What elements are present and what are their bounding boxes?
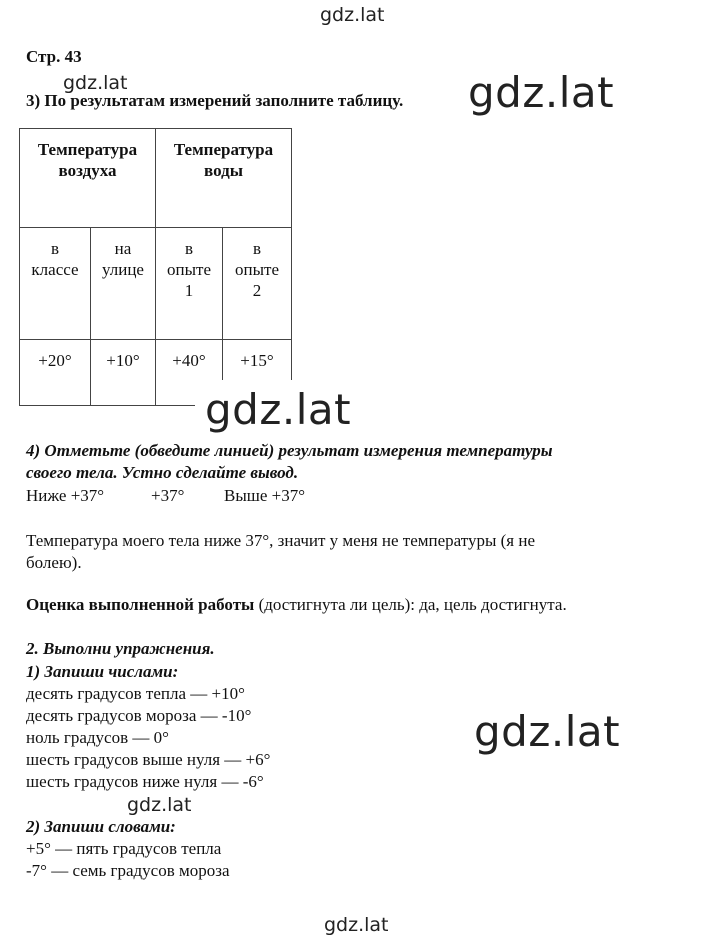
table-value-classroom: +20° <box>20 340 91 406</box>
watermark-big-right: gdz.lat <box>468 68 615 117</box>
watermark-top: gdz.lat <box>320 4 385 26</box>
exercise2-part1-heading: 1) Запиши числами: <box>26 662 179 681</box>
part2-line-1: +5° — пять градусов тепла <box>26 839 222 858</box>
task3-heading: 3) По результатам измерений заполните таблицу. <box>26 91 404 110</box>
task4-heading-line2: своего тела. Устно сделайте вывод. <box>26 463 299 482</box>
part1-line-5: шесть градусов ниже нуля — -6° <box>26 772 264 791</box>
task4-answer-line1: Температура моего тела ниже 37°, значит у меня не температуры (я не <box>26 531 536 550</box>
evaluation-label: Оценка выполненной работы <box>26 595 255 614</box>
evaluation-text: (достигнута ли цель): да, цель достигнута. <box>254 595 567 614</box>
part1-line-4: шесть градусов выше нуля — +6° <box>26 750 271 769</box>
part1-line-3: ноль градусов — 0° <box>26 728 169 747</box>
task4-answer-line2: болею). <box>26 553 82 572</box>
table-header-air: Температура воздуха <box>20 129 156 228</box>
page-reference: Стр. 43 <box>26 47 82 66</box>
task4-option-equal: +37° <box>151 486 185 505</box>
watermark-small-left: gdz.lat <box>63 72 128 94</box>
evaluation-line <box>26 594 567 615</box>
exercise2-heading: 2. Выполни упражнения. <box>26 639 215 658</box>
task4-heading-line1: 4) Отметьте (обведите линией) результат измерения температуры <box>26 441 553 460</box>
table-value-outside: +10° <box>91 340 156 406</box>
part1-line-1: десять градусов тепла — +10° <box>26 684 245 703</box>
watermark-big-right-lower: gdz.lat <box>474 707 621 756</box>
watermark-big-middle: gdz.lat <box>205 385 352 434</box>
table-subheader-experiment-2: в опыте 2 <box>223 228 292 340</box>
table-header-water: Температура воды <box>156 129 292 228</box>
temperature-table <box>19 128 292 406</box>
task4-option-below: Ниже +37° <box>26 486 105 505</box>
watermark-bottom: gdz.lat <box>324 914 389 936</box>
table-subheader-classroom: в классе <box>20 228 91 340</box>
table-subheader-experiment-1: в опыте 1 <box>156 228 223 340</box>
table-value-experiment-1: +40° <box>156 340 223 406</box>
task4-option-above: Выше +37° <box>224 486 306 505</box>
watermark-small-lower: gdz.lat <box>127 794 192 816</box>
part2-line-2: -7° — семь градусов мороза <box>26 861 230 880</box>
exercise2-part2-heading: 2) Запиши словами: <box>26 817 176 836</box>
table-subheader-outside: на улице <box>91 228 156 340</box>
table-value-experiment-2: +15° <box>223 340 292 406</box>
part1-line-2: десять градусов мороза — -10° <box>26 706 252 725</box>
